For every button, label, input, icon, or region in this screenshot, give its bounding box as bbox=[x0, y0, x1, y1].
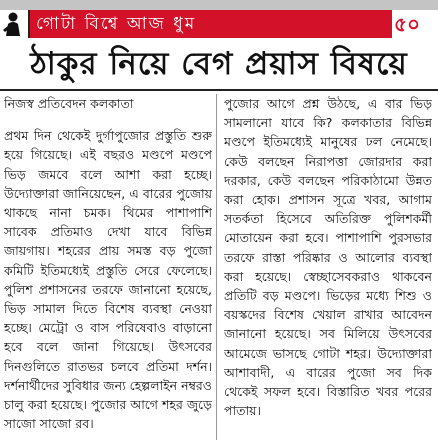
header-banner bbox=[0, 10, 438, 38]
right-column bbox=[224, 94, 432, 440]
figure-silhouette-logo-icon bbox=[0, 10, 30, 38]
left-column bbox=[4, 94, 212, 440]
banner-corner bbox=[392, 10, 438, 38]
headline: ঠাকুর নিয়ে বেগ প্রয়াস বিষয়ে bbox=[30, 46, 408, 82]
headline-rule bbox=[0, 89, 438, 91]
banner-title: গোটা বিশ্বে আজ ধুম bbox=[36, 14, 197, 34]
right-column-body: পুজোর আগে প্রশ্ন উঠছে, এ বার ভিড় সামলানো যাবে কি? কলকাতার বিভিন্ন মণ্ডপে ইতিমধ্যেই মানুষের ঢল নেমেছে। কেউ বলছেন নিরাপত্তা জোরদার করা দরকার, কেউ বলছেন পরিকাঠামো উন্নত করা হোক। প্রশাসন সূত্রে খবর, আগাম সতর্কতা হিসেবে অতিরিক্ত পুলিশকর্মী মোতায়েন করা হবে। পাশাপাশি পুরসভার তরফে রাস্তা পরিষ্কার ও আলোর ব্যবস্থা করা হয়েছে। স্বেচ্ছাসেবকরাও থাকবেন প্রতিটি বড় মণ্ডপে। ভিড়ের মধ্যে শিশু ও বয়স্কদের বিশেষ খেয়াল রাখার আবেদন জানানো হয়েছে। সব মিলিয়ে উৎসবের আমেজে ভাসছে গোটা শহর। উদ্যোক্তারা আশাবাদী, এ বারের পুজো সব দিক থেকেই সফল হবে। বিস্তারিত খবর পরের পাতায়। bbox=[224, 96, 432, 419]
dateline: নিজস্ব প্রতিবেদন কলকাতা bbox=[4, 96, 134, 111]
left-column-body: প্রথম দিন থেকেই দুর্গাপুজোর প্রস্তুতি শুরু হয়ে গিয়েছে। এই বছরও মণ্ডপে মণ্ডপে ভিড় জমবে বলে আশা করা হচ্ছে। উদ্যোক্তারা জানিয়েছেন, এ বারের পুজোয় থাকছে নানা চমক। থিমের পাশাপাশি সাবেক প্রতিমাও দেখা যাবে বিভিন্ন জায়গায়। শহরের প্রায় সমস্ত বড় পুজো কমিটি ইতিমধ্যেই প্রস্তুতি সেরে ফেলেছে। পুলিশ প্রশাসনের তরফে জানানো হয়েছে, ভিড় সামাল দিতে বিশেষ ব্যবস্থা নেওয়া হচ্ছে। মেট্রো ও বাস পরিষেবাও বাড়ানো হবে বলে জানা গিয়েছে। উৎসবের দিনগুলিতে রাতভর চলবে প্রতিমা দর্শন। দর্শনার্থীদের সুবিধার জন্য হেল্পলাইন নম্বরও চালু করা হয়েছে। পুজোর আগে শহর জুড়ে সাজো সাজো রব। bbox=[4, 128, 212, 432]
banner-corner-text: ৫০ bbox=[394, 12, 420, 36]
top-border bbox=[0, 0, 438, 10]
column-divider bbox=[216, 94, 217, 440]
